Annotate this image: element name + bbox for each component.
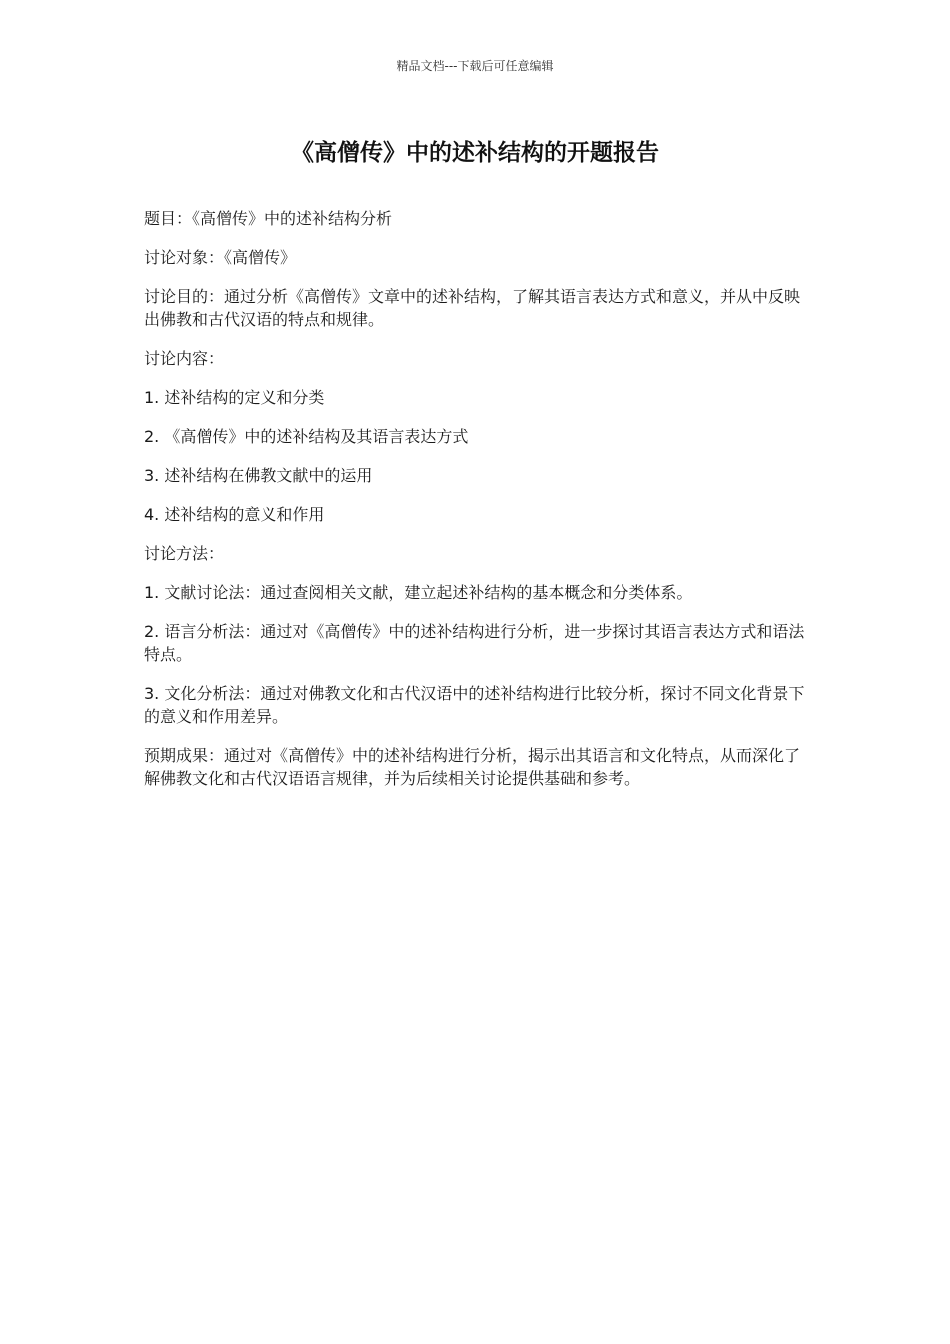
document-title: 《高僧传》中的述补结构的开题报告 (291, 140, 659, 166)
content-item-3: 3. 述补结构在佛教文献中的运用 (144, 466, 373, 485)
method-item-3: 3. 文化分析法：通过对佛教文化和古代汉语中的述补结构进行比较分析，探讨不同文化背景下的意义和作用差异。 (144, 684, 805, 726)
document-body (144, 207, 806, 806)
research-object-paragraph: 讨论对象：《高僧传》 (144, 248, 297, 267)
content-item-2: 2. 《高僧传》中的述补结构及其语言表达方式 (144, 427, 469, 446)
topic-paragraph: 题目：《高僧传》中的述补结构分析 (144, 209, 393, 228)
research-method-heading: 讨论方法： (144, 544, 225, 563)
content-item-4: 4. 述补结构的意义和作用 (144, 505, 325, 524)
content-item-1: 1. 述补结构的定义和分类 (144, 388, 325, 407)
research-purpose-paragraph: 讨论目的：通过分析《高僧传》文章中的述补结构，了解其语言表达方式和意义，并从中反映出佛教和古代汉语的特点和规律。 (144, 287, 801, 329)
header-note: 精品文档---下载后可任意编辑 (396, 59, 554, 73)
research-content-heading: 讨论内容： (144, 349, 225, 368)
method-item-2: 2. 语言分析法：通过对《高僧传》中的述补结构进行分析，进一步探讨其语言表达方式和语法特点。 (144, 622, 805, 664)
expected-results-paragraph: 预期成果：通过对《高僧传》中的述补结构进行分析，揭示出其语言和文化特点，从而深化了解佛教文化和古代汉语语言规律，并为后续相关讨论提供基础和参考。 (144, 746, 801, 788)
method-item-1: 1. 文献讨论法：通过查阅相关文献，建立起述补结构的基本概念和分类体系。 (144, 583, 693, 602)
